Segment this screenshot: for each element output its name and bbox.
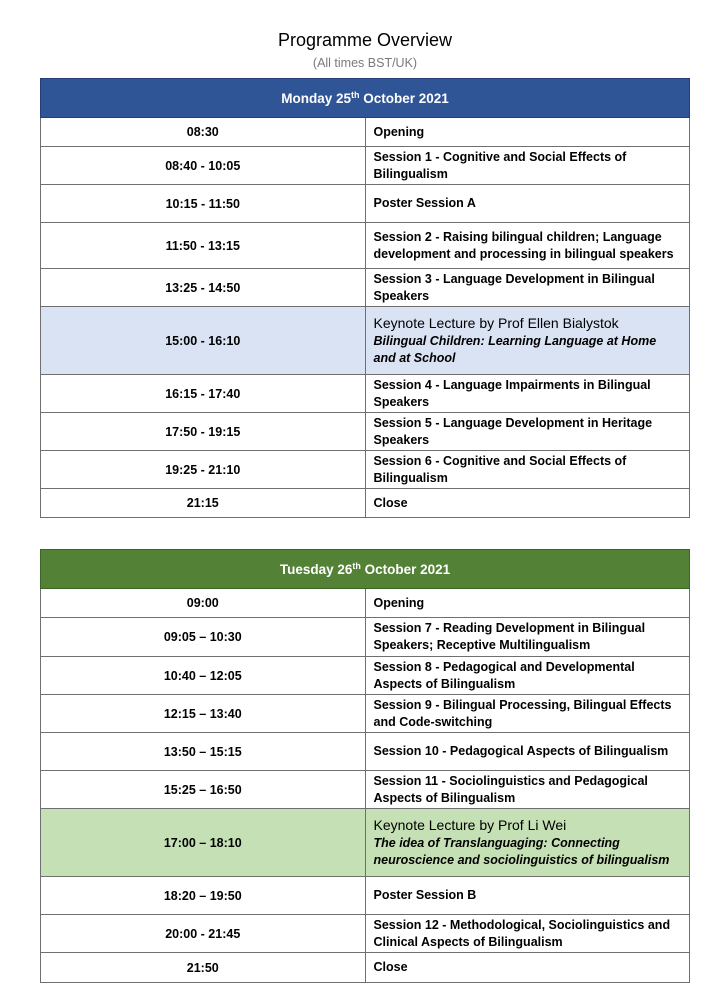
- schedule-row: [41, 915, 690, 953]
- time-cell: 11:50 - 13:15: [41, 223, 366, 269]
- schedule-row: [41, 489, 690, 518]
- time-cell: 13:25 - 14:50: [41, 269, 366, 307]
- schedule-row: [41, 147, 690, 185]
- time-cell: 12:15 – 13:40: [41, 695, 366, 733]
- schedule-row: [41, 413, 690, 451]
- schedule-row: [41, 589, 690, 618]
- schedule-row: [41, 451, 690, 489]
- schedule-row: [41, 953, 690, 983]
- time-cell: 20:00 - 21:45: [41, 915, 366, 953]
- session-cell: Session 12 - Methodological, Sociolinguistics and Clinical Aspects of Bilingualism: [365, 915, 690, 953]
- session-cell: Session 4 - Language Impairments in Bilingual Speakers: [365, 375, 690, 413]
- schedule-row: [41, 657, 690, 695]
- time-cell: 09:05 – 10:30: [41, 618, 366, 657]
- time-cell: 15:25 – 16:50: [41, 771, 366, 809]
- page-title: Programme Overview: [277, 30, 453, 50]
- schedule-row: [41, 733, 690, 771]
- keynote-subtitle: Bilingual Children: Learning Language at Home and at School: [373, 334, 657, 365]
- session-cell: Session 9 - Bilingual Processing, Bilingual Effects and Code-switching: [365, 695, 690, 733]
- time-cell: 16:15 - 17:40: [41, 375, 366, 413]
- session-cell: Close: [365, 953, 690, 983]
- schedule-row: [41, 618, 690, 657]
- session-cell: Poster Session A: [365, 185, 690, 223]
- keynote-cell: [365, 307, 690, 375]
- day-ordinal: th: [350, 89, 360, 100]
- keynote-row: [41, 809, 690, 877]
- time-cell: 08:30: [41, 118, 366, 147]
- day-weekday: Monday 25: [281, 90, 351, 106]
- time-cell: 17:00 – 18:10: [41, 809, 366, 877]
- day-month-year: October 2021: [360, 561, 451, 577]
- day-header: [41, 79, 690, 118]
- page-subtitle: (All times BST/UK): [312, 56, 418, 70]
- time-cell: 09:00: [41, 589, 366, 618]
- time-cell: 21:15: [41, 489, 366, 518]
- time-cell: 10:15 - 11:50: [41, 185, 366, 223]
- time-cell: 17:50 - 19:15: [41, 413, 366, 451]
- time-cell: 19:25 - 21:10: [41, 451, 366, 489]
- schedule-row: [41, 375, 690, 413]
- session-cell: Session 7 - Reading Development in Bilingual Speakers; Receptive Multilingualism: [365, 618, 690, 657]
- time-cell: 15:00 - 16:10: [41, 307, 366, 375]
- schedule-row: [41, 771, 690, 809]
- day-header: [41, 550, 690, 589]
- day-ordinal: th: [352, 560, 361, 571]
- schedule-row: [41, 269, 690, 307]
- schedule-row: [41, 185, 690, 223]
- day-weekday: Tuesday 26: [279, 561, 353, 577]
- session-cell: Session 6 - Cognitive and Social Effects of Bilingualism: [365, 451, 690, 489]
- session-cell: Session 11 - Sociolinguistics and Pedagogical Aspects of Bilingualism: [365, 771, 690, 809]
- keynote-cell: [365, 809, 690, 877]
- time-cell: 10:40 – 12:05: [41, 657, 366, 695]
- session-cell: Poster Session B: [365, 877, 690, 915]
- session-cell: Opening: [365, 118, 690, 147]
- session-cell: Session 1 - Cognitive and Social Effects of Bilingualism: [365, 147, 690, 185]
- session-cell: Close: [365, 489, 690, 518]
- session-cell: Session 10 - Pedagogical Aspects of Bilingualism: [365, 733, 690, 771]
- keynote-title: Keynote Lecture by Prof Li Wei: [373, 817, 567, 833]
- time-cell: 13:50 – 15:15: [41, 733, 366, 771]
- time-cell: 08:40 - 10:05: [41, 147, 366, 185]
- keynote-row: [41, 307, 690, 375]
- tuesday-schedule-table: [40, 549, 690, 983]
- session-cell: Opening: [365, 589, 690, 618]
- keynote-title: Keynote Lecture by Prof Ellen Bialystok: [373, 315, 619, 331]
- keynote-subtitle: The idea of Translanguaging: Connecting neuroscience and sociolinguistics of bilingualism: [373, 836, 670, 867]
- schedule-row: [41, 877, 690, 915]
- day-header-row: [41, 79, 690, 118]
- schedule-row: [41, 695, 690, 733]
- time-cell: 21:50: [41, 953, 366, 983]
- schedule-row: [41, 223, 690, 269]
- session-cell: Session 8 - Pedagogical and Developmental Aspects of Bilingualism: [365, 657, 690, 695]
- time-cell: 18:20 – 19:50: [41, 877, 366, 915]
- session-cell: Session 2 - Raising bilingual children; Language development and processing in bilingual speakers: [365, 223, 690, 269]
- session-cell: Session 5 - Language Development in Heritage Speakers: [365, 413, 690, 451]
- day-month-year: October 2021: [359, 90, 449, 106]
- day-header-row: [41, 550, 690, 589]
- monday-schedule-table: [40, 78, 690, 518]
- session-cell: Session 3 - Language Development in Bilingual Speakers: [365, 269, 690, 307]
- schedule-row: [41, 118, 690, 147]
